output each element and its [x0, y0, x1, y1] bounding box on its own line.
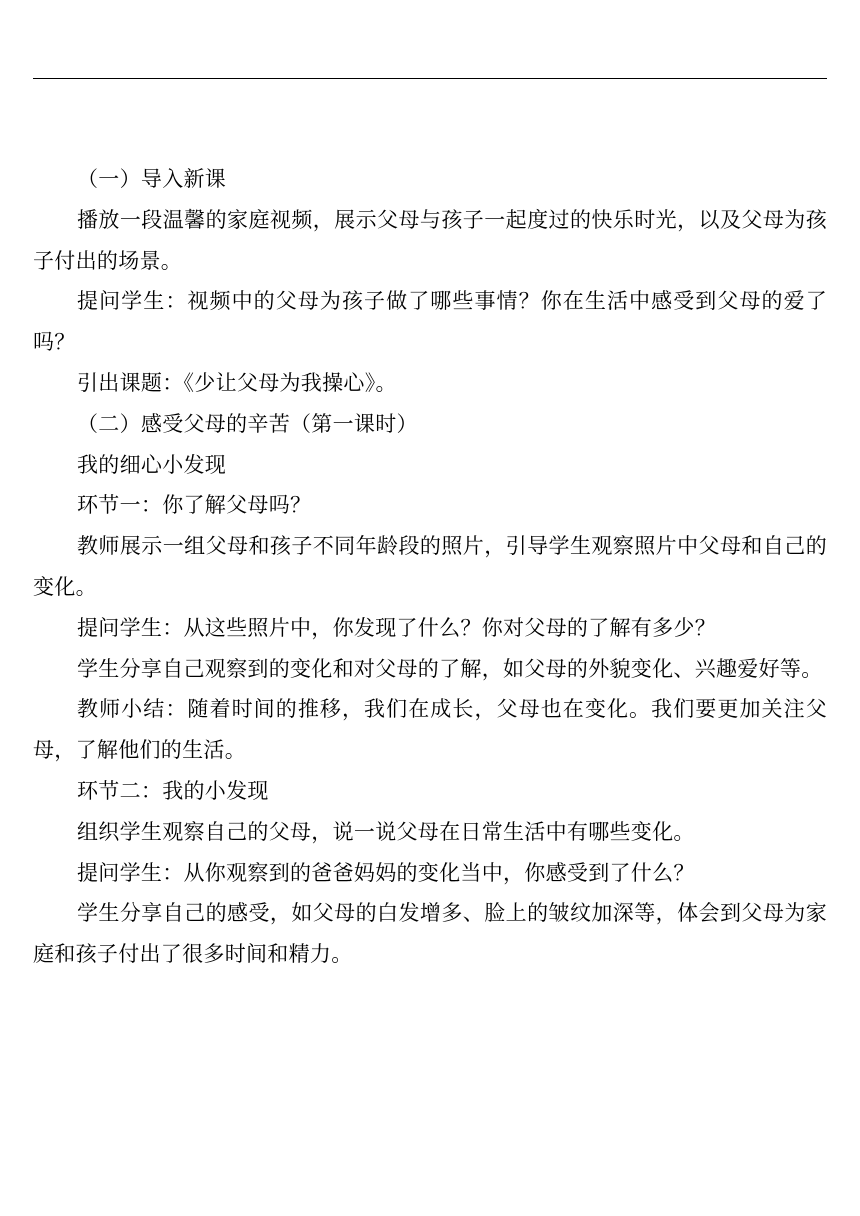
- paragraph: 提问学生：从这些照片中，你发现了什么？你对父母的了解有多少？: [77, 615, 716, 640]
- paragraph: 学生分享自己的感受，如父母的白发增多、脸上的皱纹加深等，体会到父母为家庭和孩子付出了很多时间和精力。: [33, 901, 827, 967]
- document-body: [33, 159, 827, 975]
- step-heading-2: 环节二：我的小发现: [77, 778, 269, 803]
- subheading: 我的细心小发现: [77, 452, 227, 477]
- paragraph: 提问学生：视频中的父母为孩子做了哪些事情？你在生活中感受到父母的爱了吗？: [33, 289, 827, 355]
- paragraph: 提问学生：从你观察到的爸爸妈妈的变化当中，你感受到了什么？: [77, 860, 695, 885]
- paragraph: 播放一段温馨的家庭视频，展示父母与孩子一起度过的快乐时光，以及父母为孩子付出的场景。: [33, 207, 827, 273]
- paragraph: 教师小结：随着时间的推移，我们在成长，父母也在变化。我们要更加关注父母，了解他们的生活。: [33, 697, 827, 763]
- section-heading-feel: （二）感受父母的辛苦（第一课时）: [77, 411, 418, 436]
- section-heading-intro: （一）导入新课: [77, 167, 227, 191]
- header-rule: [33, 78, 827, 79]
- paragraph: 教师展示一组父母和孩子不同年龄段的照片，引导学生观察照片中父母和自己的变化。: [33, 534, 827, 599]
- step-heading-1: 环节一：你了解父母吗？: [77, 493, 312, 518]
- paragraph: 引出课题：《少让父母为我操心》。: [77, 370, 397, 395]
- paragraph: 学生分享自己观察到的变化和对父母的了解，如父母的外貌变化、兴趣爱好等。: [77, 656, 823, 681]
- paragraph: 组织学生观察自己的父母，说一说父母在日常生活中有哪些变化。: [77, 819, 695, 844]
